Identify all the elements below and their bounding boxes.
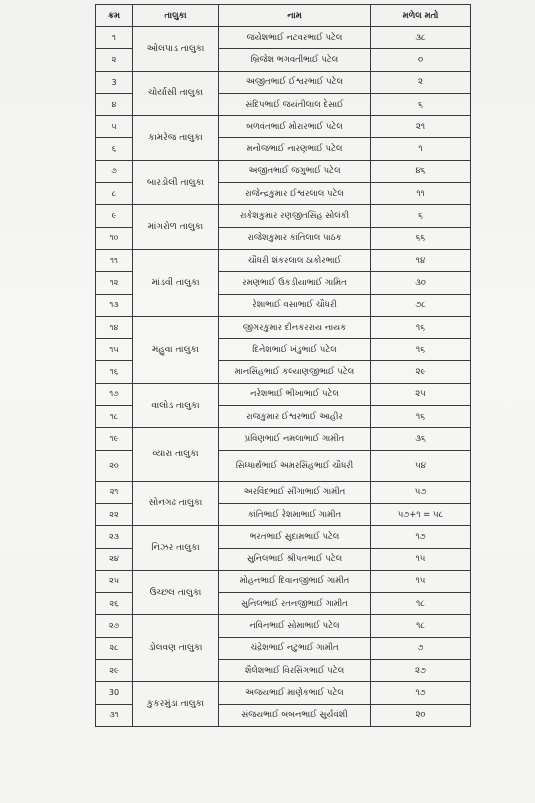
serial-cell: ૨૪	[96, 548, 133, 570]
serial-cell: ૫	[96, 116, 133, 138]
name-cell: રાજેન્દ્રકુમાર ઈશ્વરલાલ પટેલ	[219, 183, 371, 205]
votes-cell: ૧૭	[371, 526, 471, 548]
table-row	[96, 316, 471, 338]
header-name: નામ	[219, 5, 371, 27]
serial-cell: ૧૮	[96, 406, 133, 428]
table-row	[96, 27, 471, 49]
name-cell: ચૌધરી શંકરલાલ ઠાકોરભાઈ	[219, 249, 371, 271]
serial-cell: ૨૦	[96, 450, 133, 481]
votes-cell: ૭	[371, 637, 471, 659]
serial-cell: 30	[96, 682, 133, 704]
votes-cell: ૧૫	[371, 570, 471, 592]
table-row	[96, 205, 471, 227]
results-table	[95, 4, 471, 727]
serial-cell: ૨૨	[96, 503, 133, 525]
name-cell: રેશાભાઈ વસાભાઈ ચૌધરી	[219, 294, 371, 316]
serial-cell: ૧૭	[96, 383, 133, 405]
taluka-cell: કુકરમુંડા તાલુકા	[133, 682, 219, 727]
votes-cell: ૨૫	[371, 383, 471, 405]
table-row	[96, 615, 471, 637]
serial-cell: ૨૮	[96, 637, 133, 659]
serial-cell: ૨	[96, 49, 133, 71]
name-cell: અરવિંદભાઈ સીંગાભાઈ ગામીત	[219, 481, 371, 503]
name-cell: નવિનભાઈ સોમાભાઈ પટેલ	[219, 615, 371, 637]
table-row	[96, 71, 471, 93]
votes-cell: ૩૬	[371, 428, 471, 450]
name-cell: દિનેશભાઈ ખંડુભાઈ પટેલ	[219, 339, 371, 361]
serial-cell: ૮	[96, 183, 133, 205]
serial-cell: ૧૩	[96, 294, 133, 316]
name-cell: બળવંતભાઈ મોરારભાઈ પટેલ	[219, 116, 371, 138]
serial-cell: ૬	[96, 138, 133, 160]
serial-cell: ૧૧	[96, 249, 133, 271]
name-cell: સિધ્ધાર્થભાઈ અમરસિંહભાઈ ચૌધરી	[219, 450, 371, 481]
table-header	[96, 5, 471, 27]
votes-cell: ૧૮	[371, 593, 471, 615]
name-cell: શૈલેશભાઈ વિરસિંગભાઈ પટેલ	[219, 660, 371, 682]
serial-cell: ૧	[96, 27, 133, 49]
taluka-cell: કામરેજ તાલુકા	[133, 116, 219, 161]
name-cell: જીગરકુમાર દીનકરરાય નાયક	[219, 316, 371, 338]
serial-cell: ૯	[96, 205, 133, 227]
name-cell: રાજેશકુમાર કાંતિલાલ પાઠક	[219, 227, 371, 249]
name-cell: અજીતભાઈ જગુભાઈ પટેલ	[219, 160, 371, 182]
name-cell: મોહનભાઈ દિવાનજીભાઈ ગામીત	[219, 570, 371, 592]
votes-cell: ૫૪	[371, 450, 471, 481]
table-row	[96, 428, 471, 450]
table-row	[96, 249, 471, 271]
name-cell: રમણભાઈ ઉકડીયાભાઈ ગામિત	[219, 272, 371, 294]
name-cell: જયેશભાઈ નટવરભાઈ પટેલ	[219, 27, 371, 49]
taluka-cell: વાલોડ તાલુકા	[133, 383, 219, 428]
serial-cell: ૩૧	[96, 704, 133, 726]
serial-cell: ૨૧	[96, 481, 133, 503]
votes-cell: ૨૯	[371, 361, 471, 383]
header-row	[96, 5, 471, 27]
name-cell: સંજયભાઈ બબનભાઈ સુર્યવંશી	[219, 704, 371, 726]
votes-cell: ૫૭	[371, 481, 471, 503]
serial-cell: ૨૯	[96, 660, 133, 682]
taluka-cell: ઉચ્છલ તાલુકા	[133, 570, 219, 615]
name-cell: પ્રવિણભાઈ નમલાભાઈ ગામીત	[219, 428, 371, 450]
table-row	[96, 383, 471, 405]
table-row	[96, 526, 471, 548]
serial-cell: ૧૦	[96, 227, 133, 249]
table-body	[96, 27, 471, 727]
name-cell: કાંતિભાઈ રેશમાભાઈ ગામીત	[219, 503, 371, 525]
table-row	[96, 116, 471, 138]
votes-cell: ૧૮	[371, 615, 471, 637]
table-row	[96, 682, 471, 704]
name-cell: રાજકુમાર ઈશ્વરભાઈ આહીર	[219, 406, 371, 428]
taluka-cell: વ્યારા તાલુકા	[133, 428, 219, 481]
votes-cell: ૬૬	[371, 227, 471, 249]
votes-cell: ૨	[371, 71, 471, 93]
table-row	[96, 481, 471, 503]
serial-cell: ૨૭	[96, 615, 133, 637]
name-cell: સુનિલભાઈ રતનજીભાઈ ગામીત	[219, 593, 371, 615]
name-cell: રાકેશકુમાર રણજીતસિંહ સોલંકી	[219, 205, 371, 227]
header-taluka: તાલુકા	[133, 5, 219, 27]
name-cell: મનોજભાઈ નારણભાઈ પટેલ	[219, 138, 371, 160]
serial-cell: ૨૩	[96, 526, 133, 548]
votes-cell: ૦	[371, 49, 471, 71]
taluka-cell: ઓલપાડ તાલુકા	[133, 27, 219, 72]
serial-cell: ૪	[96, 93, 133, 115]
table-row	[96, 570, 471, 592]
serial-cell: ૧૪	[96, 316, 133, 338]
votes-cell: ૪૬	[371, 160, 471, 182]
taluka-cell: માંડવી તાલુકા	[133, 249, 219, 316]
votes-cell: ૧૭	[371, 682, 471, 704]
serial-cell: ૨૬	[96, 593, 133, 615]
votes-cell: ૧૬	[371, 316, 471, 338]
serial-cell: ૧૨	[96, 272, 133, 294]
table-row	[96, 160, 471, 182]
name-cell: નરેશભાઈ ભીખાભાઈ પટેલ	[219, 383, 371, 405]
taluka-cell: નિઝર તાલુકા	[133, 526, 219, 571]
votes-cell: ૬	[371, 93, 471, 115]
serial-cell: ૧૬	[96, 361, 133, 383]
votes-cell: ૨૧	[371, 116, 471, 138]
serial-cell: ૧૯	[96, 428, 133, 450]
header-serial: ક્રમ	[96, 5, 133, 27]
taluka-cell: સોનગઢ તાલુકા	[133, 481, 219, 526]
votes-cell: ૩૦	[371, 272, 471, 294]
name-cell: બ્રિજેશ ભગવતીભાઈ પટેલ	[219, 49, 371, 71]
votes-cell: ૧	[371, 138, 471, 160]
votes-cell: ૧૧	[371, 183, 471, 205]
serial-cell: ૭	[96, 160, 133, 182]
votes-cell: ૧૫	[371, 548, 471, 570]
votes-cell: ૫૭+૧ = ૫૮	[371, 503, 471, 525]
votes-cell: ૧૪	[371, 249, 471, 271]
votes-cell: ૧૬	[371, 406, 471, 428]
name-cell: સંદિપભાઈ જયંતીલાલ દેસાઈ	[219, 93, 371, 115]
name-cell: માનસિંહભાઈ કલ્યાણજીભાઈ પટેલ	[219, 361, 371, 383]
taluka-cell: મહુવા તાલુકા	[133, 316, 219, 383]
votes-cell: ૬	[371, 205, 471, 227]
taluka-cell: ચોર્યાસી તાલુકા	[133, 71, 219, 116]
name-cell: સુનિલભાઈ શ્રીપતભાઈ પટેલ	[219, 548, 371, 570]
name-cell: ચંદ્રેશભાઈ નટુભાઈ ગામીત	[219, 637, 371, 659]
serial-cell: ૧૫	[96, 339, 133, 361]
votes-cell: ૨૭	[371, 660, 471, 682]
taluka-cell: ડોલવણ તાલુકા	[133, 615, 219, 682]
votes-cell: ૨૦	[371, 704, 471, 726]
name-cell: અજયભાઈ માણેકભાઈ પટેલ	[219, 682, 371, 704]
votes-cell: ૩૮	[371, 27, 471, 49]
name-cell: ભરતભાઈ સુદામભાઈ પટેલ	[219, 526, 371, 548]
name-cell: અજીતભાઈ ઈશ્વરભાઈ પટેલ	[219, 71, 371, 93]
votes-cell: ૧૬	[371, 339, 471, 361]
serial-cell: 3	[96, 71, 133, 93]
header-votes: મળેલ મતો	[371, 5, 471, 27]
votes-cell: ૭૮	[371, 294, 471, 316]
taluka-cell: બારડોલી તાલુકા	[133, 160, 219, 205]
serial-cell: ૨૫	[96, 570, 133, 592]
taluka-cell: માંગરોળ તાલુકા	[133, 205, 219, 250]
